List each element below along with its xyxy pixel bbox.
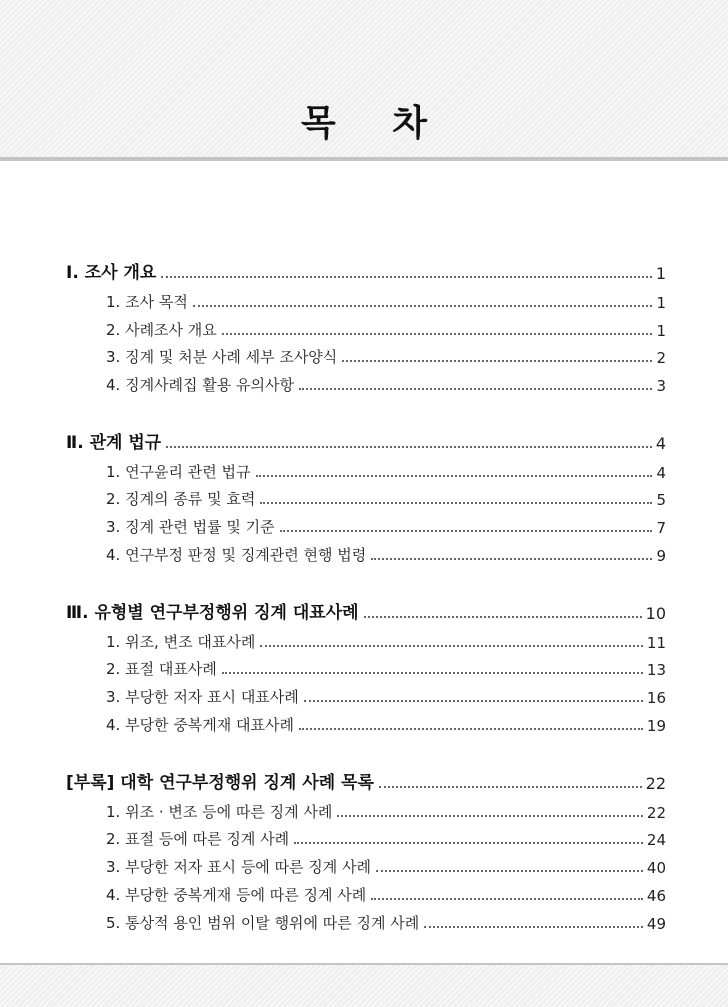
toc-item[interactable] [106,371,666,395]
toc-section-1[interactable] [66,257,666,283]
toc-item[interactable] [106,541,666,565]
toc-page-number: 7 [656,519,666,537]
dot-leader [371,898,643,900]
toc-item-label: 2. 사례조사 개요 [106,321,217,339]
dot-leader [161,276,652,278]
toc-item[interactable] [106,853,666,877]
dot-leader [304,700,643,702]
toc-page-number: 4 [656,464,666,482]
dot-leader [379,786,642,788]
toc-item-label: 4. 부당한 중복게재 등에 따른 징계 사례 [106,886,367,904]
toc-page-number: 46 [646,887,666,905]
toc-section-2[interactable] [66,427,666,453]
toc-item-label: 3. 징계 및 처분 사례 세부 조사양식 [106,348,338,366]
toc-item-label: 1. 조사 목적 [106,293,188,311]
toc-page-number: 11 [646,634,666,652]
toc-page-number: 19 [646,717,666,735]
dot-leader [294,842,643,844]
toc-item-label: 3. 징계 관련 법률 및 기준 [106,518,275,536]
toc-item-label: 3. 부당한 저자 표시 대표사례 [106,688,299,706]
toc-page-number: 40 [646,859,666,877]
dot-leader [299,388,652,390]
toc-section-label: Ⅲ. 유형별 연구부정행위 징계 대표사례 [66,603,359,623]
toc-item-label: 2. 표절 등에 따른 징계 사례 [106,830,290,848]
toc-item-label: 1. 위조, 변조 대표사례 [106,633,256,651]
toc-page-number: 5 [656,491,666,509]
toc-item-label: 1. 위조 · 변조 등에 따른 징계 사례 [106,803,333,821]
toc-item-label: 4. 연구부정 판정 및 징계관련 현행 법령 [106,546,367,564]
toc-item[interactable] [106,458,666,482]
footer-band [0,963,728,1007]
toc-page-number: 24 [646,831,666,849]
toc-page-number: 2 [656,349,666,367]
toc-item-label: 3. 부당한 저자 표시 등에 따른 징계 사례 [106,858,372,876]
toc-item[interactable] [106,316,666,340]
dot-leader [424,926,643,928]
dot-leader [376,870,643,872]
toc-page-number: 1 [655,264,666,283]
dot-leader [222,672,643,674]
dot-leader [371,558,652,560]
toc-item[interactable] [106,711,666,735]
dot-leader [256,475,653,477]
toc-item[interactable] [106,655,666,679]
toc-item-label: 1. 연구윤리 관련 법규 [106,463,251,481]
toc-item[interactable] [106,881,666,905]
toc-item[interactable] [106,909,666,933]
toc-item-label: 2. 징계의 종류 및 효력 [106,490,256,508]
toc-section-3[interactable] [66,597,666,623]
dot-leader [299,728,643,730]
toc-page-number: 3 [656,377,666,395]
toc-item[interactable] [106,628,666,652]
toc-page-number: 49 [646,915,666,933]
toc-page-number: 22 [645,774,666,793]
toc-section-label: Ⅰ. 조사 개요 [66,263,157,283]
toc-page-number: 4 [655,434,666,453]
dot-leader [337,815,643,817]
toc-item[interactable] [106,288,666,312]
toc-item-label: 2. 표절 대표사례 [106,660,217,678]
toc-section-label: [부록] 대학 연구부정행위 징계 사례 목록 [66,773,374,793]
toc-page-number: 13 [646,661,666,679]
dot-leader [222,333,653,335]
toc-page-number: 1 [656,294,666,312]
toc-page-number: 1 [656,322,666,340]
toc-item[interactable] [106,825,666,849]
toc-item-label: 5. 통상적 용인 범위 이탈 행위에 따른 징계 사례 [106,914,420,932]
toc-item-label: 4. 징계사례집 활용 유의사항 [106,376,295,394]
dot-leader [260,502,652,504]
toc-item[interactable] [106,798,666,822]
dot-leader [342,360,652,362]
toc-item[interactable] [106,343,666,367]
toc-item[interactable] [106,683,666,707]
dot-leader [193,305,653,307]
toc-item[interactable] [106,513,666,537]
toc-section-label: Ⅱ. 관계 법규 [66,433,162,453]
dot-leader [280,530,653,532]
toc-item[interactable] [106,485,666,509]
toc-page-number: 22 [646,804,666,822]
toc-section-appendix[interactable] [66,767,666,793]
dot-leader [364,616,642,618]
page-title: 목 차 [300,103,450,144]
toc-page-number: 9 [656,547,666,565]
dot-leader [260,645,643,647]
toc-page-number: 16 [646,689,666,707]
dot-leader [166,446,652,448]
toc-page-number: 10 [645,604,666,623]
toc-item-label: 4. 부당한 중복게재 대표사례 [106,716,295,734]
